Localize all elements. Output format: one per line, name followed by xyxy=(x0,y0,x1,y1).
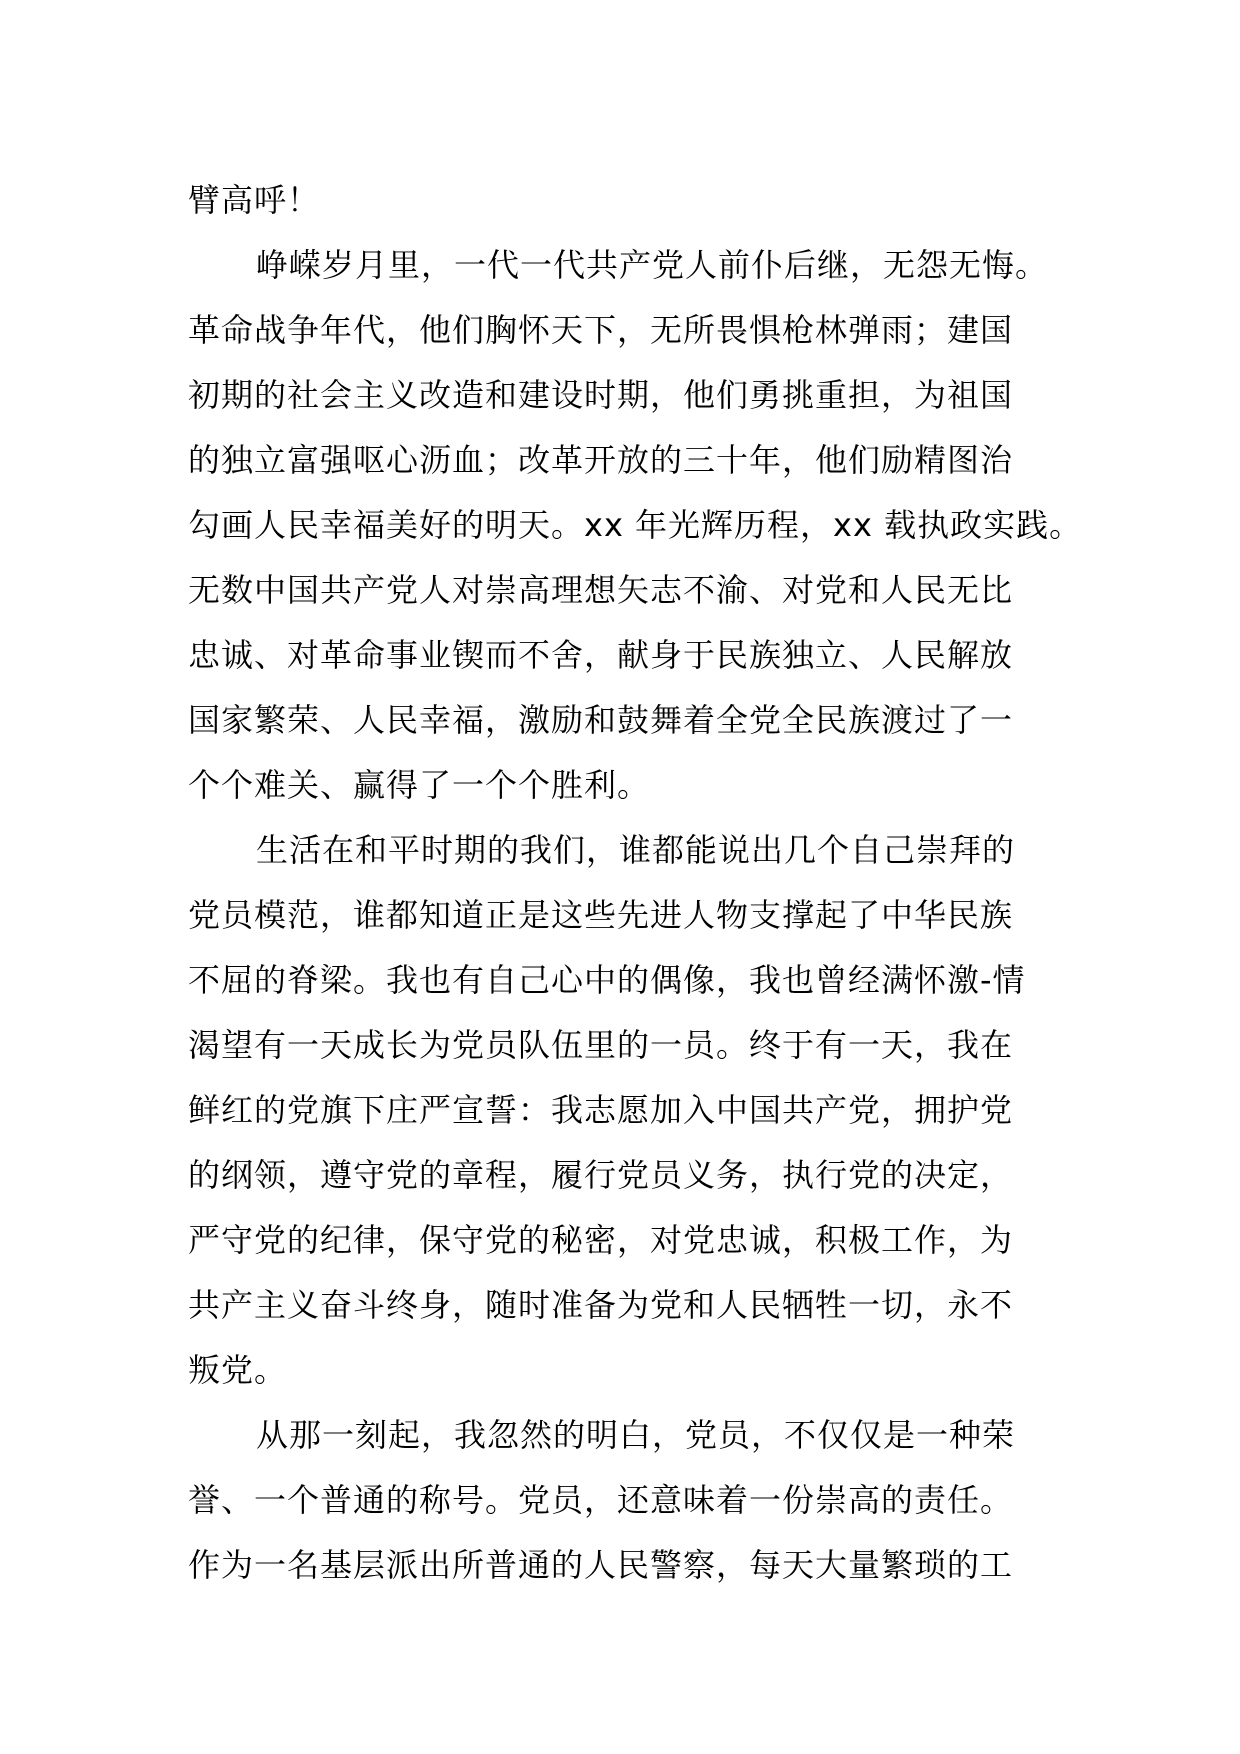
text-line: 共产主义奋斗终身，随时准备为党和人民牺牲一切，永不 xyxy=(188,1286,1014,1324)
text-line: 的纲领，遵守党的章程，履行党员义务，执行党的决定， xyxy=(188,1156,1014,1194)
text-line: 革命战争年代，他们胸怀天下，无所畏惧枪林弹雨；建国 xyxy=(188,311,1014,349)
text-line: 的独立富强呕心沥血；改革开放的三十年，他们励精图治 xyxy=(188,441,1014,479)
paragraph-start-line: 从那一刻起，我忽然的明白，党员，不仅仅是一种荣 xyxy=(256,1416,1016,1454)
paragraph-start-line: 生活在和平时期的我们，谁都能说出几个自己崇拜的 xyxy=(256,831,1016,869)
text-line: 渴望有一天成长为党员队伍里的一员。终于有一天，我在 xyxy=(188,1026,1014,1064)
text-line: 作为一名基层派出所普通的人民警察，每天大量繁琐的工 xyxy=(188,1546,1014,1584)
text-line: 党员模范，谁都知道正是这些先进人物支撑起了中华民族 xyxy=(188,896,1014,934)
text-line: 鲜红的党旗下庄严宣誓：我志愿加入中国共产党，拥护党 xyxy=(188,1091,1014,1129)
text-line: 无数中国共产党人对崇高理想矢志不渝、对党和人民无比 xyxy=(188,571,1014,609)
text-line: 誉、一个普通的称号。党员，还意味着一份崇高的责任。 xyxy=(188,1481,1014,1519)
text-line: 叛党。 xyxy=(188,1351,288,1389)
text-line: 忠诚、对革命事业锲而不舍，献身于民族独立、人民解放 xyxy=(188,636,1014,674)
text-line: 不屈的脊梁。我也有自己心中的偶像，我也曾经满怀激-情 xyxy=(188,961,1026,999)
text-line: 严守党的纪律，保守党的秘密，对党忠诚，积极工作，为 xyxy=(188,1221,1014,1259)
text-line: 勾画人民幸福美好的明天。xx 年光辉历程，xx 载执政实践。 xyxy=(188,506,1083,544)
text-line: 国家繁荣、人民幸福，激励和鼓舞着全党全民族渡过了一 xyxy=(188,701,1014,739)
paragraph-start-line: 峥嵘岁月里，一代一代共产党人前仆后继，无怨无悔。 xyxy=(256,246,1049,284)
text-line: 个个难关、赢得了一个个胜利。 xyxy=(188,766,651,804)
text-line: 初期的社会主义改造和建设时期，他们勇挑重担，为祖国 xyxy=(188,376,1014,414)
body-text xyxy=(188,168,1083,1598)
text-line: 臂高呼！ xyxy=(188,181,321,219)
